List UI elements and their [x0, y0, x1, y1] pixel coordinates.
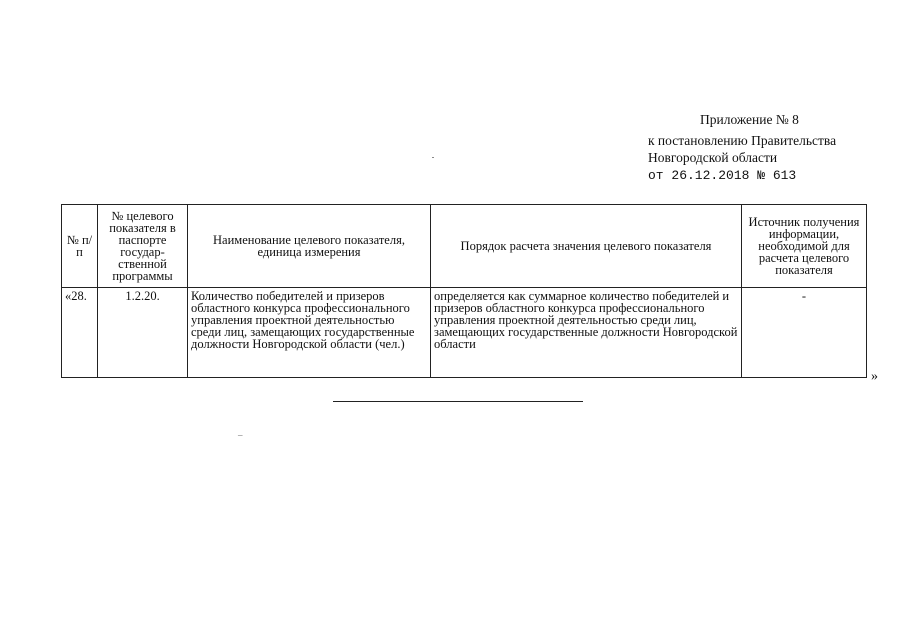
closing-quote: » — [871, 369, 878, 384]
column-header-calculation-method: Порядок расчета значения целевого показателя — [431, 205, 742, 288]
indicators-table — [61, 204, 867, 378]
cell-calculation-method: определяется как суммарное количество победителей и призеров областного конкурса профессионального управления проектной деятельностью среди лиц, замещающих государственные должности Новгородской области — [431, 288, 742, 378]
annex-reference-line-2: Новгородской области — [648, 150, 778, 165]
cell-indicator-number: 1.2.20. — [98, 288, 188, 378]
column-header-number: № п/п — [62, 205, 98, 288]
column-header-indicator-number: № целевого показателя в паспорте государ-ственной программы — [98, 205, 188, 288]
scan-dot — [432, 157, 434, 158]
separator-rule — [333, 401, 583, 402]
column-header-indicator-name: Наименование целевого показателя, единица измерения — [188, 205, 431, 288]
table-header-row — [62, 205, 867, 288]
annex-reference-line-3: от 26.12.2018 № 613 — [648, 168, 797, 183]
scan-dash-mark: ¯ — [238, 434, 243, 444]
cell-information-source: - — [742, 288, 867, 378]
cell-number: «28. — [62, 288, 98, 378]
annex-reference-line-1: к постановлению Правительства — [648, 133, 837, 148]
table-row — [62, 288, 867, 378]
cell-indicator-name: Количество победителей и призеров областного конкурса профессионального управления проектной деятельностью среди лиц, замещающих государственные должности Новгородской области (чел.) — [188, 288, 431, 378]
column-header-information-source: Источник получения информации, необходимой для расчета целевого показателя — [742, 205, 867, 288]
annex-title: Приложение № 8 — [700, 112, 799, 127]
